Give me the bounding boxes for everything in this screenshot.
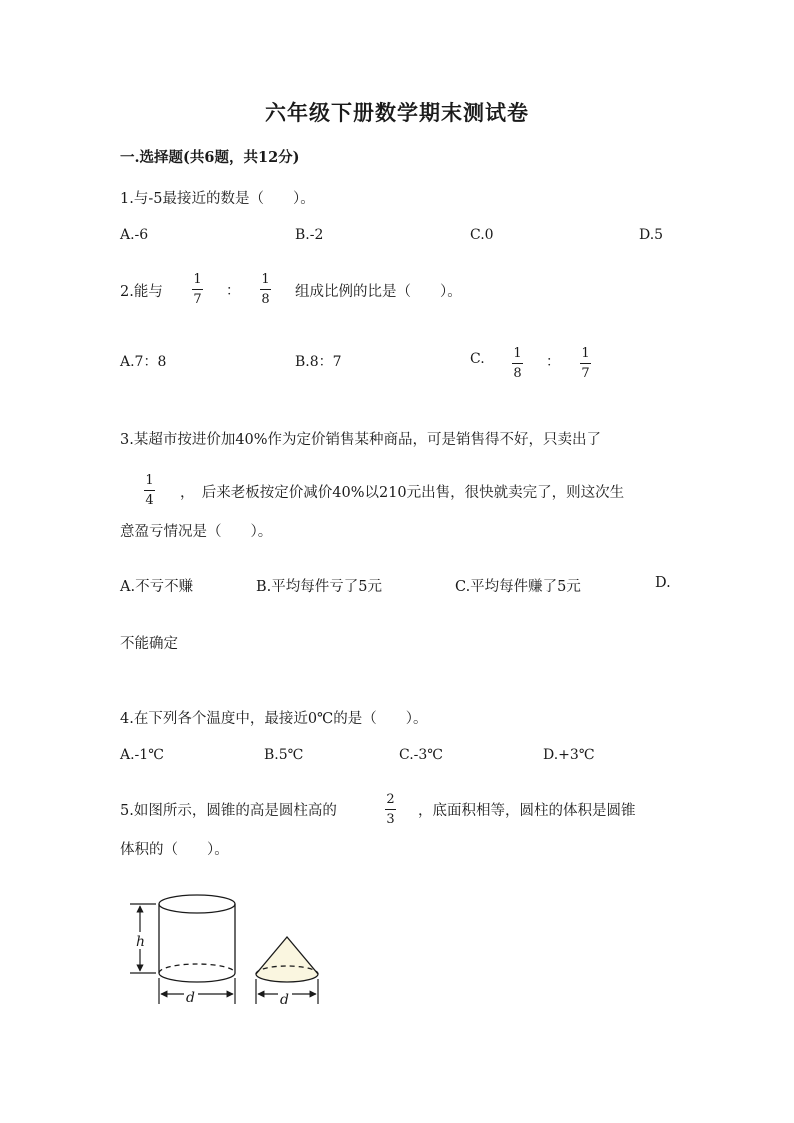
cylinder-cone-figure [120,890,340,1015]
q2-option-c-fraction-b-den: 7 [581,366,590,381]
q2-option-c-fraction-a-num: 1 [513,346,522,361]
cone-shape [256,937,318,982]
q3-option-d-continued: 不能确定 [120,636,178,652]
fraction-bar [580,363,591,364]
cone-diameter-label: d [280,992,289,1008]
page-title: 六年级下册数学期末测试卷 [265,100,529,125]
question-2-suffix: 组成比例的比是（ ）。 [295,284,462,300]
q5-fraction-num: 2 [386,792,395,807]
q2-fraction-b-den: 8 [261,292,270,307]
section-heading: 一.选择题(共6题，共12分) [120,149,300,166]
q3-option-c[interactable]: C.平均每件赚了5元 [455,579,581,595]
cylinder-height-label: h [136,934,146,950]
q5-fraction [385,792,396,827]
q2-colon: ： [226,283,240,299]
q1-option-a[interactable]: A.-6 [120,227,149,243]
question-3-line-3: 意盈亏情况是（ ）。 [120,524,273,540]
q2-option-c-fraction-b-num: 1 [581,346,590,361]
fraction-bar [144,490,155,491]
q2-option-a[interactable]: A.7：8 [120,354,167,370]
question-5-prefix: 5.如图所示，圆锥的高是圆柱高的 [120,803,337,819]
q2-fraction-b [260,272,271,307]
q4-option-d[interactable]: D.+3℃ [543,747,595,763]
q2-fraction-a-num: 1 [193,272,202,287]
q3-option-b[interactable]: B.平均每件亏了5元 [256,579,382,595]
q2-option-c-fraction-a-den: 8 [513,366,522,381]
q4-option-c[interactable]: C.-3℃ [399,747,443,763]
q3-option-d[interactable]: D. [655,575,671,591]
fraction-bar [192,289,203,290]
question-5-line-2: 体积的（ ）。 [120,842,229,858]
fraction-bar [260,289,271,290]
q3-fraction-num: 1 [145,473,154,488]
fraction-bar [385,809,396,810]
q1-option-c[interactable]: C.0 [470,227,494,243]
q2-option-b[interactable]: B.8：7 [295,354,342,370]
q3-fraction-den: 4 [145,493,154,508]
q2-option-c-fraction-b [580,346,591,381]
question-1-text: 1.与-5最接近的数是（ ）。 [120,191,315,207]
cylinder-shape [159,895,235,982]
q4-option-a[interactable]: A.-1℃ [120,747,164,763]
question-5-suffix: ，底面积相等，圆柱的体积是圆锥 [418,803,636,819]
q5-fraction-den: 3 [386,812,395,827]
question-4-text: 4.在下列各个温度中，最接近0℃的是（ ）。 [120,711,428,727]
q1-option-d[interactable]: D.5 [639,227,664,243]
q2-option-c[interactable]: C. [470,351,485,367]
cylinder-diameter-label: d [186,990,195,1006]
q1-option-b[interactable]: B.-2 [295,227,324,243]
q2-option-c-fraction-a [512,346,523,381]
q2-fraction-b-num: 1 [261,272,270,287]
question-3-line-2: ， 后来老板按定价减价40%以210元出售，很快就卖完了，则这次生 [180,485,625,501]
q3-fraction [144,473,155,508]
question-3-line-1: 3.某超市按进价加40%作为定价销售某种商品，可是销售得不好，只卖出了 [120,432,602,448]
q2-fraction-a-den: 7 [193,292,202,307]
fraction-bar [512,363,523,364]
q2-option-c-colon: ： [546,354,560,370]
question-2-prefix: 2.能与 [120,284,163,300]
q4-option-b[interactable]: B.5℃ [264,747,304,763]
q2-fraction-a [192,272,203,307]
q3-option-a[interactable]: A.不亏不赚 [120,579,194,595]
